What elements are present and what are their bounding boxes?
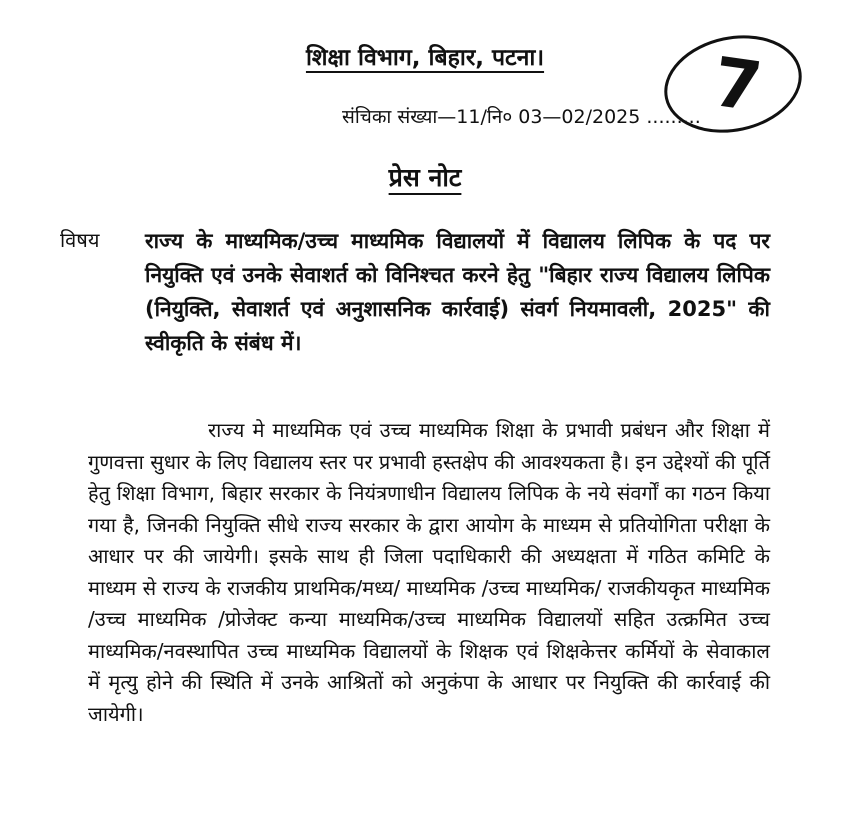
subject-text: राज्य के माध्यमिक/उच्च माध्यमिक विद्यालयों में विद्यालय लिपिक के पद पर नियुक्ति एवं उनके सेवाशर्त को विनिश्चत करने हेतु "बिहार राज्य विद्यालय लिपिक (नियुक्ति, सेवाशर्त एवं अनुशासनिक कार्रवाई) संवर्ग नियमावली, 2025" की स्वीकृति के संबंध में। xyxy=(145,229,770,355)
stamp-number: 7 xyxy=(708,43,767,128)
department-heading-text: शिक्षा विभाग, बिहार, पटना। xyxy=(305,45,545,71)
press-note-title xyxy=(0,160,850,194)
subject-label: विषय xyxy=(60,228,100,252)
body-paragraph: राज्य मे माध्यमिक एवं उच्च माध्यमिक शिक्षा के प्रभावी प्रबंधन और शिक्षा में गुणवत्ता सुधार के लिए विद्यालय स्तर पर प्रभावी हस्तक्षेप की आवश्यकता है। इन उद्देश्यों की पूर्ति हेतु शिक्षा विभाग, बिहार सरकार के नियंत्रणाधीन विद्यालय लिपिक के नये संवर्गों का गठन किया गया है, जिनकी नियुक्ति सीधे राज्य सरकार के द्वारा आयोग के माध्यम से प्रतियोगिता परीक्षा के आधार पर की जायेगी। इसके साथ ही जिला पदाधिकारी की अध्यक्षता में गठित कमिटि के माध्यम से राज्य के राजकीय प्राथमिक/मध्य/ माध्यमिक /उच्च माध्यमिक/ राजकीयकृत माध्यमिक /उच्च माध्यमिक /प्रोजेक्ट कन्या माध्यमिक/उच्च माध्यमिक विद्यालयों सहित उत्क्रमित उच्च माध्यमिक/नवस्थापित उच्च माध्यमिक विद्यालयों के शिक्षक एवं शिक्षकेत्तर कर्मियों के सेवाकाल में मृत्यु होने की स्थिति में उनके आश्रितों को अनुकंपा के आधार पर नियुक्ति की कार्रवाई की जायेगी। xyxy=(88,418,770,726)
file-number: संचिका संख्या—11/नि० 03—02/2025 ......... xyxy=(342,106,701,128)
handwritten-number-stamp xyxy=(655,28,805,143)
press-note-title-text: प्रेस नोट xyxy=(388,163,462,192)
